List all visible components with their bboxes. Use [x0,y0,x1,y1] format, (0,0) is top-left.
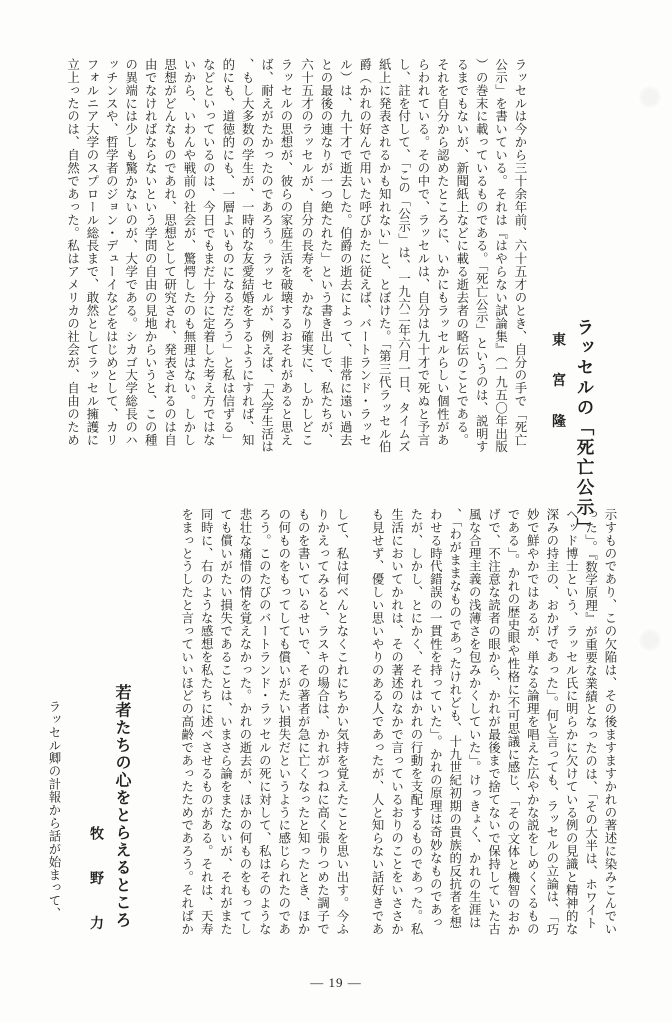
article-body-bottom-right: 示すものであり、この欠陥は、その後ますますかれの著述に染みこんでいった」。『数学原理』が重要な業績となったのは、「その大半は、ホワイトヘッド博士という、ラッセル氏に明らかに欠けている例の見識と精神的な深みの持主の、おかげであった」。何と言っても、ラッセルの立論は、「巧妙で鮮やかではあるが、単なる論理を唱えた広やかな説をしめくくるものである」。かれの歴史眼や性格に不可思議に感じ、「その文体と機智のおかげで、不注意な読者の眼から、かれが最後まで捨てないで保持していた古風な合理主義の浅薄さを包みかくしていた」。けっきょく、かれの生涯は、「わがままなものであったけれども、十九世紀初期の貴族的反抗者を想わせる時代錯誤の一貫性を持っていた」。かれの原理は奇妙なものであったが、しかし、とにかく、それはかれの行動を支配するものであった。私生活においてかれは、その著述のなかで言っているおりのことをいささかも見せず、優しい思いやりのある人であったが、人と知らない話好きであ [370,508,618,936]
second-article-title: 若者たちの心をとらえるところ [113,684,132,929]
second-article-author: 牧 野 力 [88,826,104,943]
article-author: 東 宮 隆 [550,332,566,439]
second-article-body: ラッセル卿の計報から話が始まって、 [47,700,62,921]
article-body-top-right: ラッセルは今から三十余年前、六十五才のとき、自分の手で「死亡公示」を書いている。それは『はやらない試論集』（一九五〇年出版）の巻末に載っているものである。「死亡公示」というのは、説明するまでもないが、新聞紙上などに載る逝去者の略伝のことである。それを自分から認めたところに、いかにもラッセルらしい個性があらわれている。その中で、ラッセルは、自分は九十才で死ぬと予言し、註を付して、「この「公示」は、一九六二年六月一日、タイムズ紙上に発表されるかも知れない」と、とぼけた。「第三代ラッセル伯爵（かれの好んで用いた呼びかたに従えば、バートランド・ラッセル）は、九十才で逝去した。伯爵の逝去によって、非常に遠い過去との最後の連なりが一つ絶たれた」という書き出しで、私たちが、六十五才のラッセルが、自分の長寿を、かなり確実に、しかしどこ [299,58,528,454]
article-body-bottom-left: して、私は何べんとなくこれにちかい気持を覚えたことを思い出す。今ふりかえってみると、ラスキの場合は、かれがつねに高く張りつめた調子でものを書いているせいで、その著者が急に亡くなったと知ったとき、ほかの何ものをもってしても償いがたい損失だというように感じられたのであろう。このたびのバートランド・ラッセルの死に対して、私はそのような悲壮な痛惜の情を覚えなかった。かれの逝去が、ほかの何ものをもってしても償いがたい損失であることは、いまさら論をまたないが、それがまた同時に、右のような感想を私たちに述べさせるものがある。それは、天寿をまっとうしたと言っていいほどの高齢であったためであろう。そればか [179,508,350,936]
punch-hole-top [637,84,663,110]
page-number: — 19 — [310,975,362,990]
punch-hole-bottom [637,627,663,653]
article-body-top-left: ラッセルの思想が、彼らの家庭生活を破壊するおそれがあると思えば、耐えがたかったのであろう。ラッセルが、例えば、「大学生活は、もし大多数の学生が、一時的な友愛結婚をするようにすれば、知的にも、道徳的にも、一層よいものになるだろう」と私は信ずる」などといっているのは、今日でもまだ十分に定着した考え方ではないから、いわんや戦前の社会が、驚愕したのも無理はない。しかし思想がどんなものであれ、思想として研究され、発表されるのは自由でなければならないという学問の自由の見地からいうと、この種の異端には少しも驚かないのが、大学である。シカゴ大学総長のハッチンスや、哲学者のジョン・デューイなどをはじめとして、カリフォルニア大学のスプロール総長まで、敢然としてラッセル擁護に立上ったのは、自然であった。私はアメリカの社会が、自由のため [65,58,294,454]
article-title: ラッセルの「死亡公示」 [574,318,594,538]
